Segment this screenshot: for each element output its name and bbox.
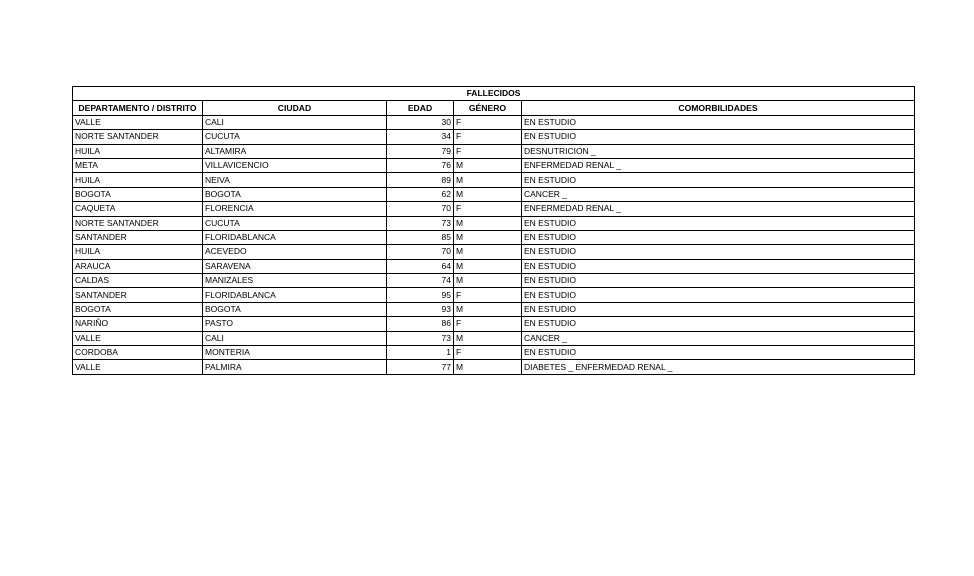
table-row (73, 245, 915, 259)
cell-ciudad: FLORIDABLANCA (203, 230, 387, 244)
cell-edad: 1 (387, 346, 454, 360)
cell-ciudad: MANIZALES (203, 274, 387, 288)
cell-departamento: HUILA (73, 144, 203, 158)
cell-edad: 34 (387, 130, 454, 144)
cell-comorbilidades: EN ESTUDIO (522, 115, 915, 129)
table-row (73, 216, 915, 230)
cell-ciudad: CALI (203, 115, 387, 129)
cell-comorbilidades: ENFERMEDAD RENAL _ (522, 202, 915, 216)
title-row (73, 87, 915, 101)
cell-comorbilidades: EN ESTUDIO (522, 173, 915, 187)
cell-edad: 93 (387, 302, 454, 316)
cell-comorbilidades: EN ESTUDIO (522, 317, 915, 331)
table-row (73, 130, 915, 144)
cell-edad: 70 (387, 245, 454, 259)
cell-departamento: ARAUCA (73, 259, 203, 273)
cell-ciudad: FLORENCIA (203, 202, 387, 216)
cell-genero: F (454, 346, 522, 360)
table-row (73, 331, 915, 345)
cell-ciudad: FLORIDABLANCA (203, 288, 387, 302)
cell-departamento: CAQUETA (73, 202, 203, 216)
cell-departamento: VALLE (73, 331, 203, 345)
table-row (73, 144, 915, 158)
cell-edad: 89 (387, 173, 454, 187)
cell-genero: F (454, 130, 522, 144)
cell-departamento: BOGOTA (73, 302, 203, 316)
cell-genero: F (454, 317, 522, 331)
cell-comorbilidades: CANCER _ (522, 331, 915, 345)
table-row (73, 158, 915, 172)
cell-genero: M (454, 274, 522, 288)
cell-comorbilidades: DIABETES _ ENFERMEDAD RENAL _ (522, 360, 915, 374)
cell-comorbilidades: ENFERMEDAD RENAL _ (522, 158, 915, 172)
cell-ciudad: ACEVEDO (203, 245, 387, 259)
cell-edad: 64 (387, 259, 454, 273)
cell-ciudad: BOGOTA (203, 302, 387, 316)
cell-ciudad: PASTO (203, 317, 387, 331)
table-row (73, 115, 915, 129)
cell-edad: 62 (387, 187, 454, 201)
cell-edad: 73 (387, 331, 454, 345)
cell-departamento: BOGOTA (73, 187, 203, 201)
cell-genero: M (454, 158, 522, 172)
cell-genero: F (454, 115, 522, 129)
cell-ciudad: PALMIRA (203, 360, 387, 374)
cell-departamento: HUILA (73, 245, 203, 259)
cell-ciudad: VILLAVICENCIO (203, 158, 387, 172)
cell-departamento: CALDAS (73, 274, 203, 288)
table-row (73, 317, 915, 331)
cell-comorbilidades: CANCER _ (522, 187, 915, 201)
table-title: FALLECIDOS (73, 87, 915, 101)
fallecidos-table (72, 86, 915, 375)
cell-comorbilidades: DESNUTRICION _ (522, 144, 915, 158)
table-row (73, 230, 915, 244)
table-row (73, 302, 915, 316)
cell-ciudad: CALI (203, 331, 387, 345)
cell-edad: 95 (387, 288, 454, 302)
cell-genero: F (454, 288, 522, 302)
cell-departamento: META (73, 158, 203, 172)
cell-genero: M (454, 245, 522, 259)
cell-departamento: VALLE (73, 360, 203, 374)
header-comorbilidades: COMORBILIDADES (522, 101, 915, 115)
cell-comorbilidades: EN ESTUDIO (522, 346, 915, 360)
cell-departamento: SANTANDER (73, 288, 203, 302)
cell-genero: M (454, 259, 522, 273)
cell-departamento: VALLE (73, 115, 203, 129)
cell-departamento: HUILA (73, 173, 203, 187)
cell-ciudad: ALTAMIRA (203, 144, 387, 158)
cell-genero: M (454, 230, 522, 244)
cell-edad: 79 (387, 144, 454, 158)
table-row (73, 187, 915, 201)
cell-ciudad: BOGOTA (203, 187, 387, 201)
cell-edad: 74 (387, 274, 454, 288)
cell-genero: F (454, 144, 522, 158)
cell-comorbilidades: EN ESTUDIO (522, 274, 915, 288)
cell-ciudad: CUCUTA (203, 216, 387, 230)
cell-genero: M (454, 302, 522, 316)
cell-edad: 85 (387, 230, 454, 244)
table-row (73, 274, 915, 288)
cell-ciudad: SARAVENA (203, 259, 387, 273)
cell-comorbilidades: EN ESTUDIO (522, 302, 915, 316)
cell-departamento: NORTE SANTANDER (73, 130, 203, 144)
cell-edad: 86 (387, 317, 454, 331)
cell-genero: M (454, 331, 522, 345)
cell-ciudad: CUCUTA (203, 130, 387, 144)
cell-genero: F (454, 202, 522, 216)
cell-departamento: SANTANDER (73, 230, 203, 244)
header-ciudad: CIUDAD (203, 101, 387, 115)
cell-departamento: CORDOBA (73, 346, 203, 360)
cell-genero: M (454, 216, 522, 230)
table-row (73, 202, 915, 216)
table-body (73, 115, 915, 374)
cell-comorbilidades: EN ESTUDIO (522, 245, 915, 259)
header-edad: EDAD (387, 101, 454, 115)
cell-edad: 30 (387, 115, 454, 129)
cell-edad: 76 (387, 158, 454, 172)
header-genero: GÉNERO (454, 101, 522, 115)
cell-edad: 73 (387, 216, 454, 230)
cell-departamento: NARIÑO (73, 317, 203, 331)
table-row (73, 173, 915, 187)
cell-comorbilidades: EN ESTUDIO (522, 130, 915, 144)
cell-edad: 77 (387, 360, 454, 374)
header-departamento: DEPARTAMENTO / DISTRITO (73, 101, 203, 115)
document-page (72, 86, 914, 375)
table-row (73, 346, 915, 360)
cell-comorbilidades: EN ESTUDIO (522, 259, 915, 273)
cell-ciudad: NEIVA (203, 173, 387, 187)
cell-ciudad: MONTERIA (203, 346, 387, 360)
cell-comorbilidades: EN ESTUDIO (522, 216, 915, 230)
cell-genero: M (454, 173, 522, 187)
table-row (73, 288, 915, 302)
cell-genero: M (454, 360, 522, 374)
cell-edad: 70 (387, 202, 454, 216)
cell-comorbilidades: EN ESTUDIO (522, 288, 915, 302)
cell-departamento: NORTE SANTANDER (73, 216, 203, 230)
header-row (73, 101, 915, 115)
cell-genero: M (454, 187, 522, 201)
table-row (73, 259, 915, 273)
cell-comorbilidades: EN ESTUDIO (522, 230, 915, 244)
table-row (73, 360, 915, 374)
